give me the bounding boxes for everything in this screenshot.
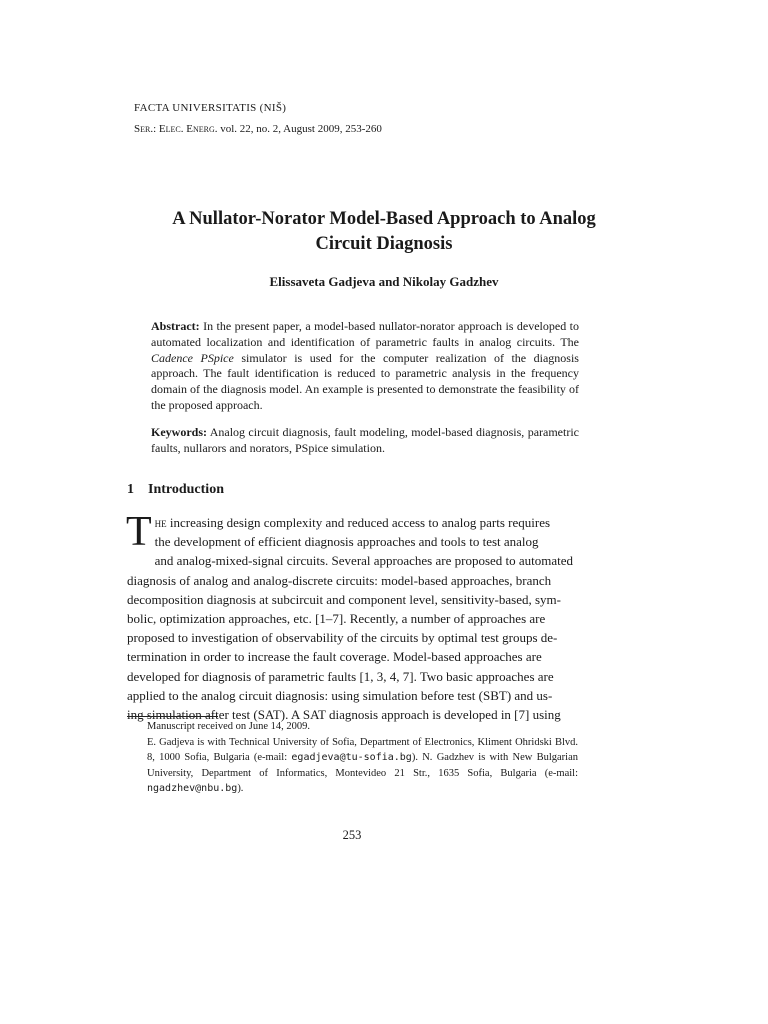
abstract <box>151 319 579 414</box>
intro-smallcaps: he <box>154 515 167 530</box>
intro-body <box>126 509 578 724</box>
intro-line: decomposition diagnosis at subcircuit and component level, sensitivity-based, sym- <box>127 591 561 607</box>
intro-line: proposed to investigation of observability of the circuits by optimal test groups de- <box>127 630 558 646</box>
series-details: vol. 22, no. 2, August 2009, 253-260 <box>217 123 382 135</box>
footnote-affiliations <box>127 735 578 797</box>
intro-line: ing simulation after test (SAT). A SAT diagnosis approach is developed in [7] using <box>127 707 561 723</box>
section-heading <box>127 481 224 499</box>
journal-name: FACTA UNIVERSITATIS (NIŠ) <box>134 102 287 114</box>
abstract-text-1: In the present paper, a model-based nullator-norator approach is developed to automated localization and identification of parametric faults in analog circuits. The <box>151 319 579 349</box>
paper-authors: Elissaveta Gadjeva and Nikolay Gadzhev <box>269 274 499 289</box>
intro-line-text: increasing design complexity and reduced access to analog parts requires <box>166 515 551 530</box>
abstract-label: Abstract: <box>151 319 200 333</box>
section-number: 1 <box>127 482 134 497</box>
keywords <box>151 425 579 457</box>
footnote-rule <box>127 716 218 717</box>
intro-line: developed for diagnosis of parametric faults [1, 3, 4, 7]. Two basic approaches are <box>127 668 554 684</box>
journal-series <box>134 122 382 136</box>
series-abbrev: Ser.: Elec. Energ. <box>134 123 218 135</box>
abstract-text-2: simulator is used for the computer realization of the diagnosis approach. The fault identification is reduced to parametric analysis in the frequency domain of the diagnosis model. An example is presented to demonstrate the feasibility of the proposed approach. <box>151 350 579 412</box>
keywords-label: Keywords: <box>151 425 207 439</box>
keywords-text: Analog circuit diagnosis, fault modeling, model-based diagnosis, parametric faults, nullarors and norators, PSpice simulation. <box>151 425 579 455</box>
intro-line: and analog-mixed-signal circuits. Several approaches are proposed to automated <box>154 553 574 569</box>
intro-line <box>127 513 578 532</box>
intro-line: bolic, optimization approaches, etc. [1–7]. Recently, a number of approaches are <box>127 611 546 627</box>
footnote-received: Manuscript received on June 14, 2009. <box>147 721 311 732</box>
drop-cap: T <box>126 509 152 555</box>
section-title: Introduction <box>148 482 224 497</box>
title-line-2: Circuit Diagnosis <box>315 234 453 254</box>
email-gadzhev: ngadzhev@nbu.bg <box>147 783 238 795</box>
page-number: 253 <box>342 828 362 842</box>
paper-title <box>130 207 638 257</box>
affiliation-text-3: ). <box>237 783 244 795</box>
affiliation-text-1: E. Gadjeva is with Technical University of Sofia, Department of Electronics, Kliment Ohridski Blvd. 8, 1000 Sofia, Bulgaria (e-mail: <box>147 736 578 764</box>
intro-line: applied to the analog circuit diagnosis: using simulation before test (SBT) and us- <box>127 687 553 703</box>
intro-line: termination in order to increase the fault coverage. Model-based approaches are <box>127 649 542 665</box>
affiliation-text-2: ). N. Gadzhev is with New Bulgarian University, Department of Informatics, Montevideo 21 Str., 1635 Sofia, Bulgaria (e-mail: <box>147 752 578 779</box>
abstract-software: Cadence PSpice <box>151 350 234 365</box>
intro-line: diagnosis of analog and analog-discrete circuits: model-based approaches, branch <box>127 572 552 588</box>
title-line-1: A Nullator-Norator Model-Based Approach to Analog <box>172 209 596 229</box>
intro-line: the development of efficient diagnosis approaches and tools to test analog <box>154 534 539 550</box>
email-gadjeva: egadjeva@tu-sofia.bg <box>291 752 412 764</box>
footnotes <box>127 719 578 797</box>
